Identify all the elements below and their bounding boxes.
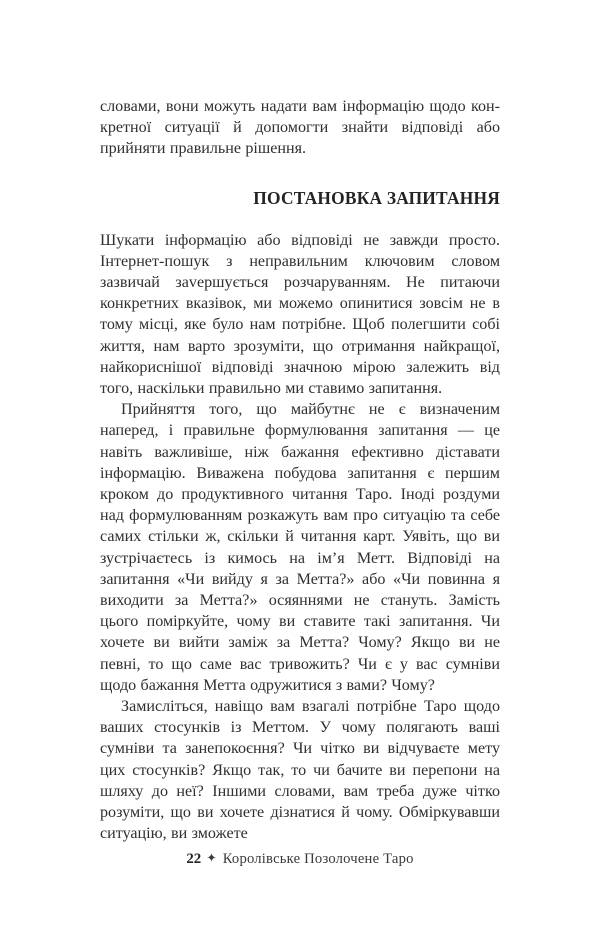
spacer-above-heading [100,160,500,187]
paragraph-3: Прийняття того, що майбутнє не є визначеним наперед, і правильне формулювання запитання — це навіть важливіше, ніж бажання ефективно діставати інформацію. Виважена побудова запитання є першим кроком до продуктивного читання Таро. Іноді роздуми над формулюванням розкажуть вам про ситуацію та себе самих стільки ж, скільки й читання карт. Уявіть, що ви зустрічаєтесь із кимось на ім’я Метт. Відповіді на запитання «Чи вийду я за Метта?» або «Чи повинна я виходити за Метта?» осяяннями не стануть. Замість цього поміркуйте, чому ви ставите такі запитання. Чи хочете ви вийти заміж за Метта? Чому? Якщо ви не певні, то що саме вас тривожить? Чи є у вас сумніви щодо бажання Метта одружитися з вами? Чому? [100,401,500,694]
diamond-ornament-icon: ✦ [206,851,217,865]
page-footer [0,849,600,869]
spacer-below-heading [100,209,500,230]
section-heading: ПОСТАНОВКА ЗАПИТАННЯ [253,187,500,208]
text-column [100,96,500,845]
paragraph-2: Шукати інформацію або відповіді не завжди просто. Інтернет-пошук з неправильним ключовим словом зазвичай заvершується розчаруванням. Не питаючи конкретних вказівок, ми можемо опинитися зовсім не в тому місці, яке було нам потрібне. Щоб полегшити собі життя, нам варто зрозуміти, що отримання найкращої, найкориснішої відповіді значною мірою залежить від того, наскільки правильно ми ставимо запитання. [100,231,500,398]
footer-book-title: Королівське Позолочене Таро [222,851,414,867]
paragraph-continued: словами, вони можуть надати вам інформацію щодо конкретної ситуації й допомогти знайти відповіді або прийняти правильне рішення. [100,98,500,158]
footer-page-number: 22 [186,851,202,867]
paragraph-4: Замисліться, навіщо вам взагалі потрібне Таро щодо ваших стосунків із Меттом. У чому полягають ваші сумніви та занепокоєння? Чи чітко ви відчуваєте мету цих стосунків? Якщо так, то чи бачите ви перепони на шляху до неї? Іншими словами, вам треба дуже чітко розуміти, що ви хочете дізнатися й чому. Обміркувавши ситуацію, ви зможете [100,698,500,843]
